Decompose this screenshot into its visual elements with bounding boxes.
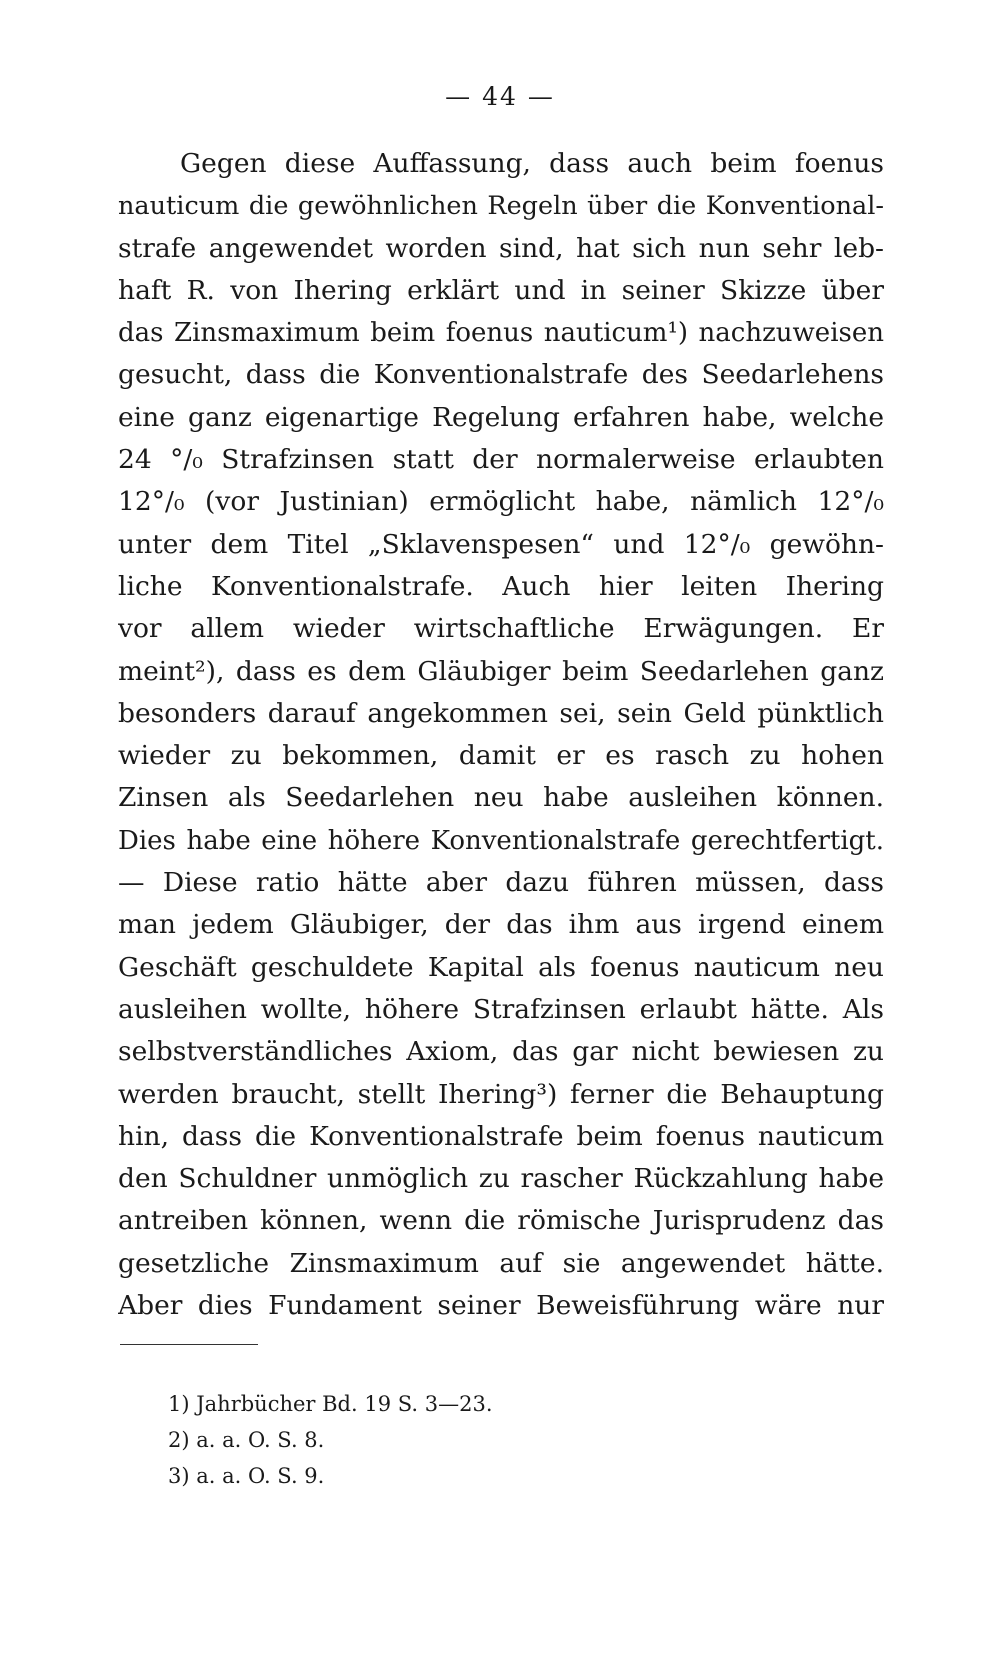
- text-line: werden braucht, stellt Ihering³) ferner die Behauptung: [118, 1078, 884, 1110]
- text-line: gesetzliche Zinsmaximum auf sie angewendet hätte.: [118, 1247, 884, 1279]
- text-line: wieder zu bekommen, damit er es rasch zu hohen: [118, 740, 884, 772]
- footnote-2: 2) a. a. O. S. 8.: [168, 1428, 325, 1452]
- text-line: selbstverständliches Axiom, das gar nicht bewiesen zu: [118, 1036, 884, 1068]
- text-line: 12°/₀ (vor Justinian) ermöglicht habe, nämlich 12°/₀: [118, 486, 884, 518]
- text-line: ausleihen wollte, höhere Strafzinsen erlaubt hätte. Als: [118, 993, 884, 1025]
- text-line: 24 °/₀ Strafzinsen statt der normalerweise erlaubten: [118, 444, 884, 476]
- text-line: besonders darauf angekommen sei, sein Geld pünktlich: [118, 697, 884, 729]
- body-text: [118, 143, 884, 1327]
- text-line: haft R. von Ihering erklärt und in seiner Skizze über: [118, 274, 884, 306]
- text-line: hin, dass die Konventionalstrafe beim foenus nauticum: [118, 1120, 884, 1152]
- text-line: eine ganz eigenartige Regelung erfahren habe, welche: [118, 401, 884, 433]
- footnotes: [168, 1386, 493, 1494]
- text-line: Aber dies Fundament seiner Beweisführung wäre nur: [118, 1290, 884, 1322]
- text-line: — Diese ratio hätte aber dazu führen müssen, dass: [118, 867, 884, 899]
- text-line: den Schuldner unmöglich zu rascher Rückzahlung habe: [118, 1163, 884, 1195]
- footnote-3: 3) a. a. O. S. 9.: [168, 1464, 325, 1488]
- text-line: Dies habe eine höhere Konventionalstrafe gerechtfertigt.: [118, 825, 884, 856]
- page-number: — 44 —: [445, 82, 555, 111]
- text-line: nauticum die gewöhnlichen Regeln über die Konventional-: [118, 191, 884, 222]
- footnote-1: 1) Jahrbücher Bd. 19 S. 3—23.: [168, 1392, 493, 1416]
- text-line: meint²), dass es dem Gläubiger beim Seedarlehen ganz: [118, 655, 884, 687]
- text-line: vor allem wieder wirtschaftliche Erwägungen. Er: [118, 613, 884, 645]
- text-line: liche Konventionalstrafe. Auch hier leiten Ihering: [118, 570, 884, 602]
- footnote-separator: [120, 1344, 258, 1345]
- text-line: antreiben können, wenn die römische Jurisprudenz das: [118, 1205, 884, 1237]
- text-line: gesucht, dass die Konventionalstrafe des Seedarlehens: [118, 359, 884, 391]
- text-line: man jedem Gläubiger, der das ihm aus irgend einem: [118, 909, 884, 941]
- text-line: Zinsen als Seedarlehen neu habe ausleihen können.: [118, 782, 884, 814]
- text-line: das Zinsmaximum beim foenus nauticum¹) nachzuweisen: [118, 318, 884, 349]
- text-line: Gegen diese Auffassung, dass auch beim foenus: [180, 148, 884, 179]
- text-line: strafe angewendet worden sind, hat sich nun sehr leb-: [118, 232, 884, 264]
- text-line: unter dem Titel „Sklavenspesen“ und 12°/₀ gewöhn-: [118, 528, 884, 560]
- text-line: Geschäft geschuldete Kapital als foenus nauticum neu: [118, 951, 884, 983]
